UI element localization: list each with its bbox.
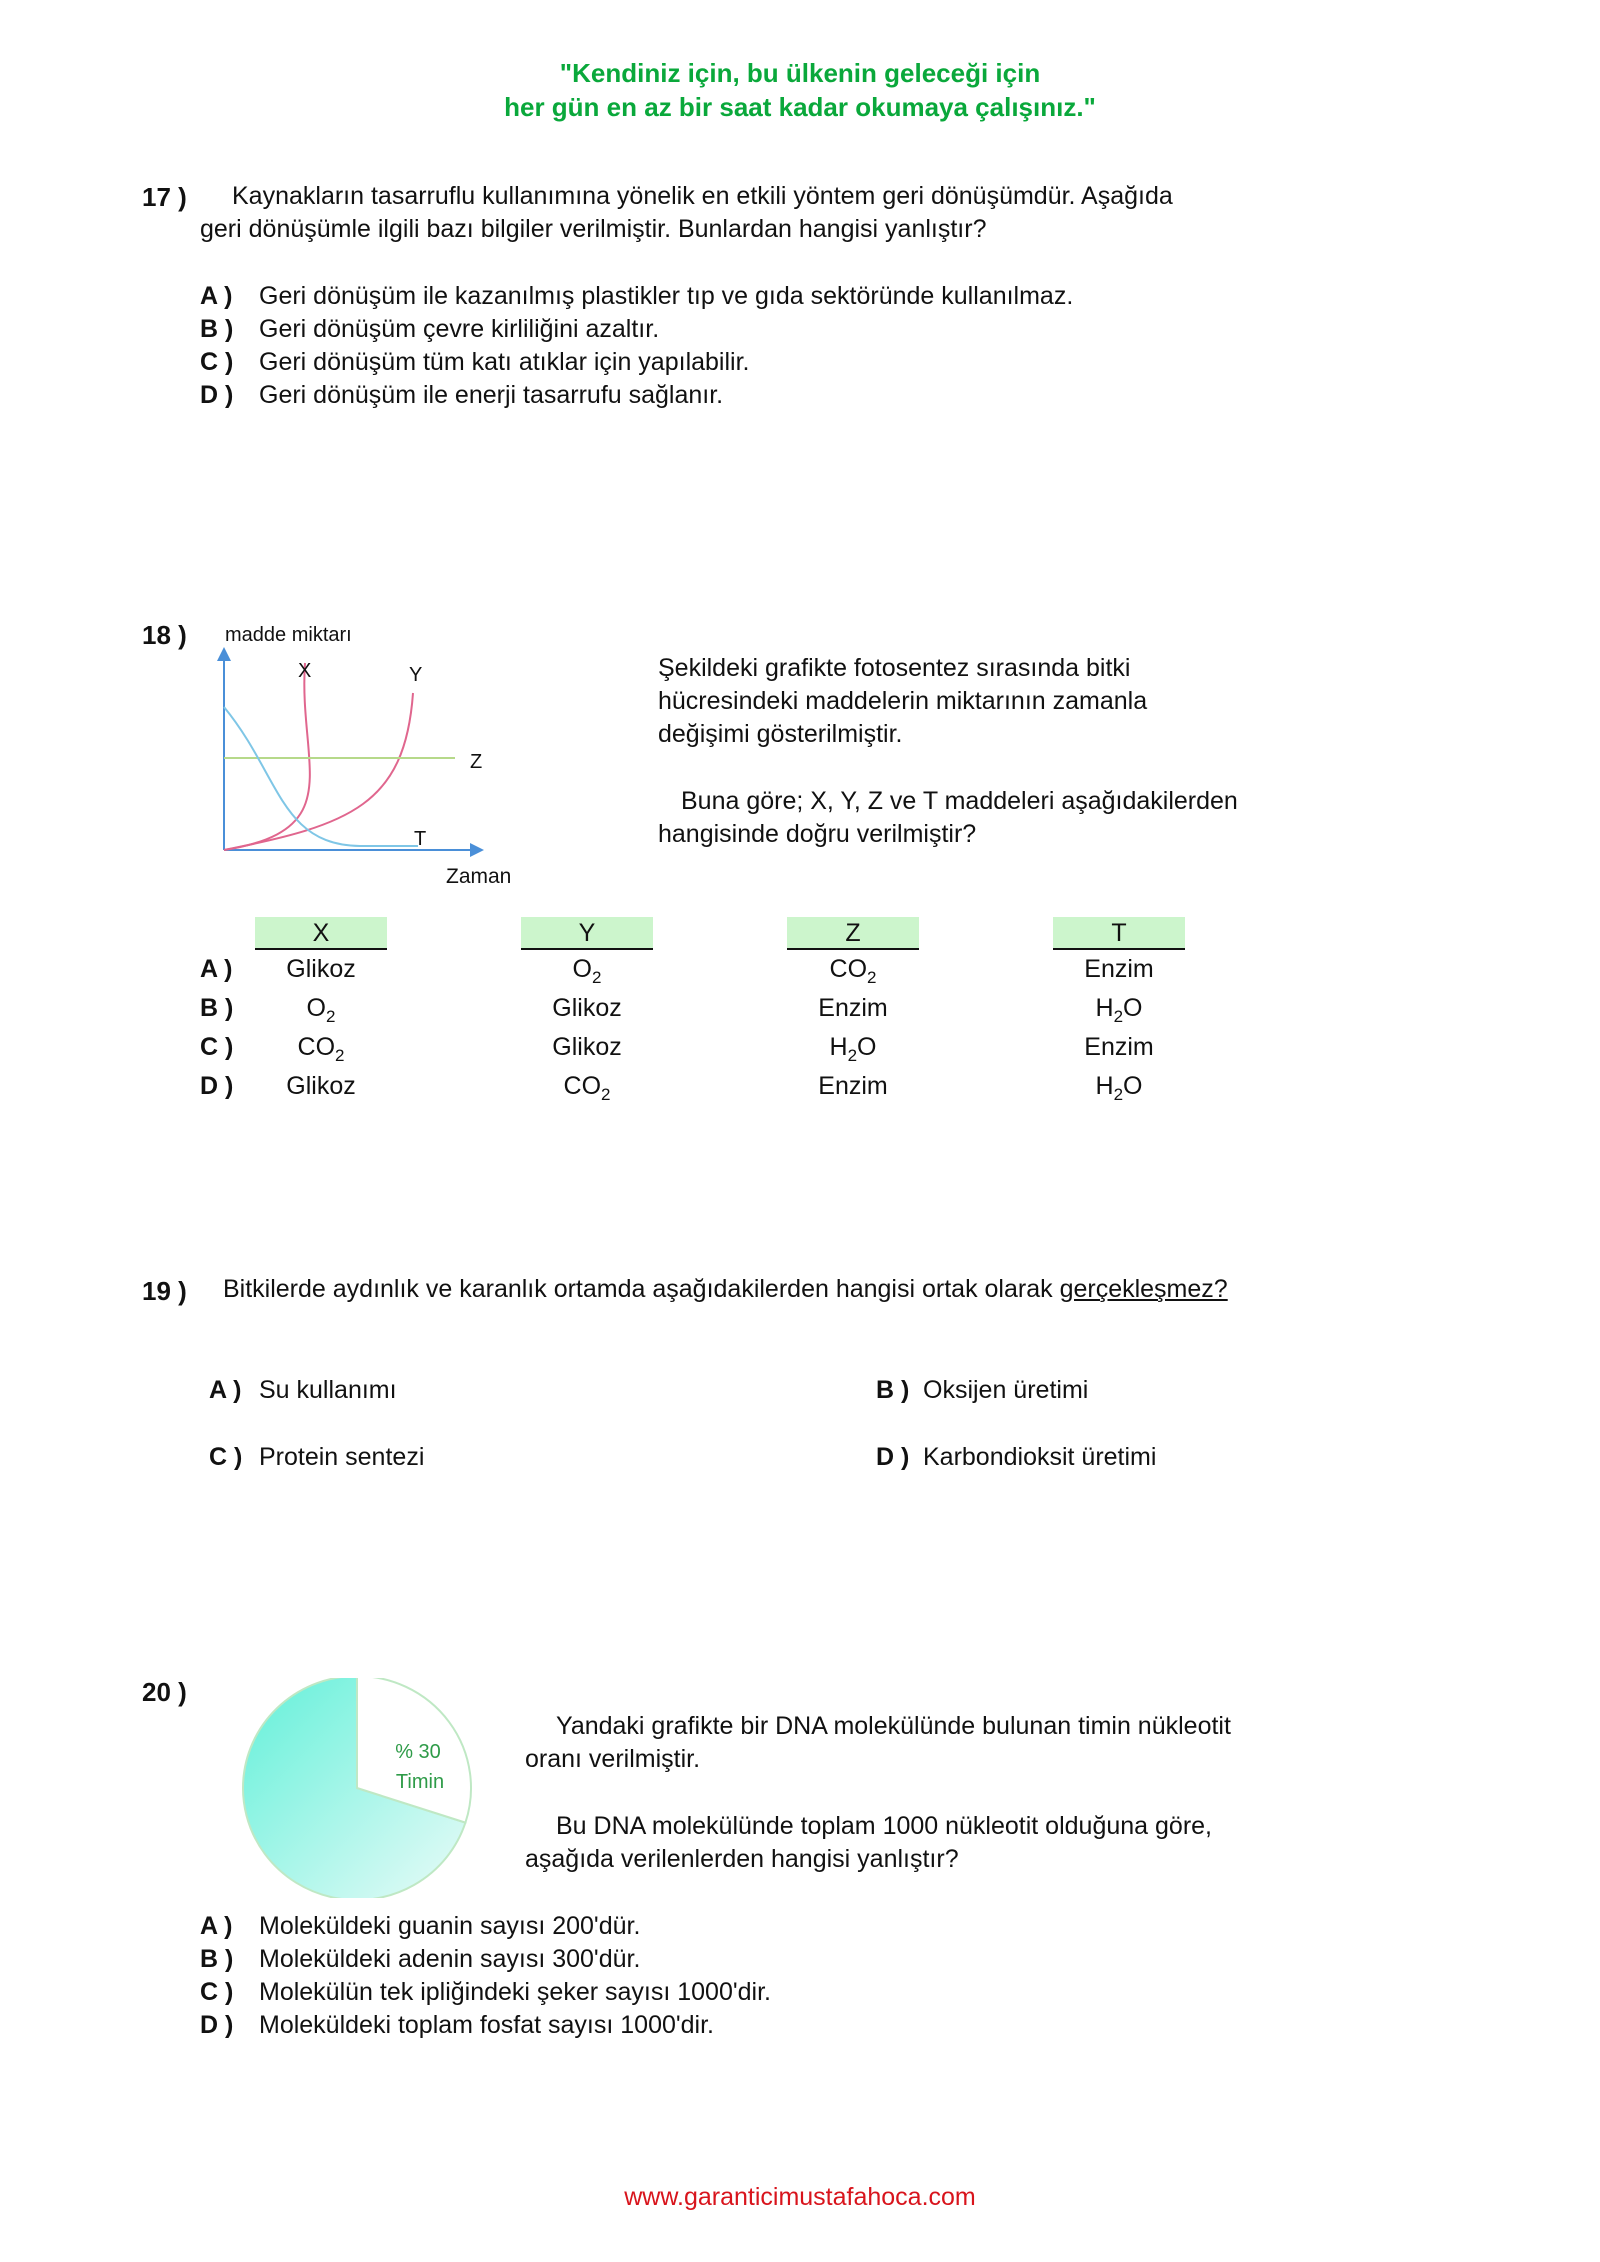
motto-line-1: "Kendiniz için, bu ülkenin geleceği için [559, 58, 1041, 88]
x-axis-label: Zaman [446, 865, 512, 888]
header-z: Z [787, 917, 919, 950]
option-c-z: $H_2O$ [829, 1033, 877, 1065]
option-b-label[interactable]: B ) [200, 994, 234, 1022]
option-a-label[interactable]: A ) [200, 1912, 233, 1940]
option-b-label[interactable]: B ) [200, 1945, 234, 1973]
option-d-text[interactable]: Karbondioksit üretimi [923, 1443, 1157, 1471]
option-d-text[interactable]: Geri dönüşüm ile enerji tasarrufu sağlanır. [259, 381, 724, 409]
pie-slice-label-line-1: % 30 [395, 1741, 441, 1763]
question-text [223, 1275, 1228, 1304]
option-a-z: $CO_2$ [829, 955, 877, 987]
label-t: T [414, 828, 427, 850]
x-axis-arrow [470, 843, 484, 857]
option-b-label[interactable]: B ) [876, 1376, 910, 1404]
option-c-x: $CO_2$ [297, 1033, 345, 1065]
curve-x [224, 663, 310, 850]
footer-website-link[interactable]: www.garanticimustafahoca.com [624, 2183, 976, 2211]
substance-graph-svg [200, 615, 530, 895]
option-b-z: Enzim [818, 994, 888, 1022]
option-a-label[interactable]: A ) [200, 282, 233, 310]
question-text-line-3: Bu DNA molekülünde toplam 1000 nükleotit olduğuna göre, [556, 1812, 1212, 1840]
option-b-y: Glikoz [552, 994, 622, 1022]
option-b-x: $O_2$ [306, 994, 336, 1026]
question-number: 17 ) [142, 182, 187, 212]
option-d-y: $CO_2$ [563, 1072, 611, 1104]
option-b-t: $H_2O$ [1095, 994, 1143, 1026]
option-b-text[interactable]: Oksijen üretimi [923, 1376, 1089, 1404]
option-a-label[interactable]: A ) [200, 955, 233, 983]
header-x: X [255, 917, 387, 950]
option-c-label[interactable]: C ) [200, 1978, 234, 2006]
question-text-underlined: gerçekleşmez? [1059, 1275, 1228, 1303]
curve-y [224, 693, 413, 850]
question-number: 20 ) [142, 1677, 187, 1707]
question-number: 19 ) [142, 1276, 187, 1306]
option-c-text[interactable]: Molekülün tek ipliğindeki şeker sayısı 1000'dir. [259, 1978, 771, 2006]
question-text-line-1: Kaynakların tasarruflu kullanımına yönelik en etkili yöntem geri dönüşümdür. Aşağıda [232, 182, 1173, 210]
option-d-label[interactable]: D ) [200, 381, 234, 409]
option-d-label[interactable]: D ) [200, 1072, 234, 1100]
question-text-line-2: oranı verilmiştir. [525, 1745, 701, 1773]
pie-chart-svg [238, 1678, 482, 1898]
question-text-line-1: Yandaki grafikte bir DNA molekülünde bulunan timin nükleotit [556, 1712, 1231, 1740]
header-t: T [1053, 917, 1185, 950]
option-d-text[interactable]: Moleküldeki toplam fosfat sayısı 1000'dir. [259, 2011, 715, 2039]
question-number: 18 ) [142, 620, 187, 650]
option-a-text[interactable]: Moleküldeki guanin sayısı 200'dür. [259, 1912, 641, 1940]
label-y: Y [409, 664, 423, 686]
y-axis-label: madde miktarı [225, 624, 352, 646]
option-c-label[interactable]: C ) [200, 348, 234, 376]
question-text-line-2: geri dönüşümle ilgili bazı bilgiler verilmiştir. Bunlardan hangisi yanlıştır? [200, 215, 987, 243]
question-text-line-5: hangisinde doğru verilmiştir? [658, 820, 977, 848]
question-text-line-1: Şekildeki grafikte fotosentez sırasında bitki [658, 654, 1131, 682]
option-c-t: Enzim [1084, 1033, 1154, 1061]
option-b-text[interactable]: Geri dönüşüm çevre kirliliğini azaltır. [259, 315, 660, 343]
option-c-label[interactable]: C ) [200, 1033, 234, 1061]
option-c-text[interactable]: Geri dönüşüm tüm katı atıklar için yapılabilir. [259, 348, 750, 376]
option-c-label[interactable]: C ) [209, 1443, 243, 1471]
label-x: X [298, 660, 312, 682]
header-y: Y [521, 917, 653, 950]
motto-line-2: her gün en az bir saat kadar okumaya çalışınız." [504, 92, 1096, 122]
option-a-label[interactable]: A ) [209, 1376, 242, 1404]
y-axis-arrow [217, 647, 231, 661]
label-z: Z [470, 751, 483, 773]
option-c-y: Glikoz [552, 1033, 622, 1061]
option-d-z: Enzim [818, 1072, 888, 1100]
pie-slice-label-line-2: Timin [395, 1771, 445, 1793]
option-a-y: $O_2$ [572, 955, 602, 987]
option-b-text[interactable]: Moleküldeki adenin sayısı 300'dür. [259, 1945, 641, 1973]
option-d-label[interactable]: D ) [876, 1443, 910, 1471]
option-a-text[interactable]: Geri dönüşüm ile kazanılmış plastikler tıp ve gıda sektöründe kullanılmaz. [259, 282, 1074, 310]
option-b-label[interactable]: B ) [200, 315, 234, 343]
option-a-x: Glikoz [286, 955, 356, 983]
question-text-main: Bitkilerde aydınlık ve karanlık ortamda aşağıdakilerden hangisi ortak olarak [223, 1275, 1060, 1303]
option-c-text[interactable]: Protein sentezi [259, 1443, 425, 1471]
question-text-line-4: aşağıda verilenlerden hangisi yanlıştır? [525, 1845, 959, 1873]
option-d-t: $H_2O$ [1095, 1072, 1143, 1104]
option-d-x: Glikoz [286, 1072, 356, 1100]
question-text-line-2: hücresindeki maddelerin miktarının zamanla [658, 687, 1148, 715]
option-a-text[interactable]: Su kullanımı [259, 1376, 397, 1404]
question-text-line-4: Buna göre; X, Y, Z ve T maddeleri aşağıdakilerden [681, 787, 1238, 815]
question-text-line-3: değişimi gösterilmiştir. [658, 720, 903, 748]
option-a-t: Enzim [1084, 955, 1154, 983]
option-d-label[interactable]: D ) [200, 2011, 234, 2039]
